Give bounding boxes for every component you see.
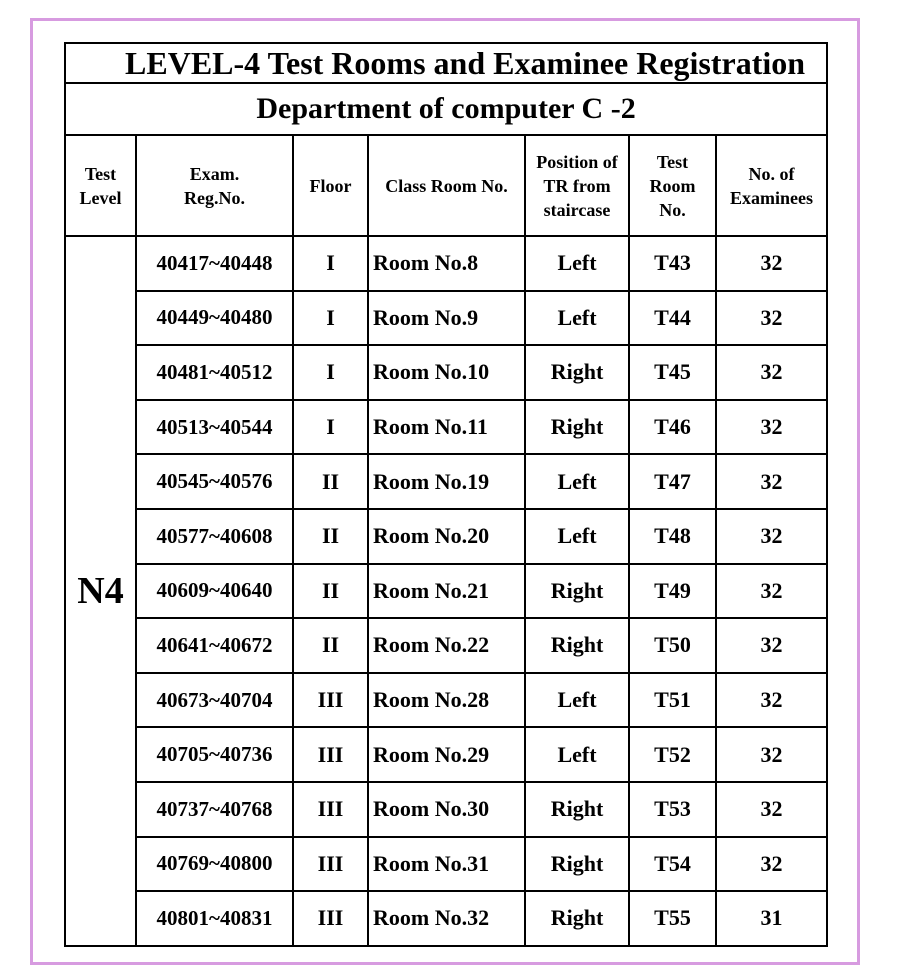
examinees-cell: 32 <box>716 454 827 509</box>
examinees-cell: 32 <box>716 564 827 619</box>
floor-cell: III <box>293 891 368 946</box>
class-room-cell: Room No.20 <box>368 509 525 564</box>
test-room-cell: T44 <box>629 291 716 346</box>
examinees-cell: 32 <box>716 291 827 346</box>
examinees-cell: 32 <box>716 727 827 782</box>
floor-cell: II <box>293 509 368 564</box>
test-level-cell: N4 <box>65 236 136 946</box>
test-room-cell: T55 <box>629 891 716 946</box>
class-room-cell: Room No.8 <box>368 236 525 291</box>
header-test-room: Test Room No. <box>629 135 716 236</box>
examinees-cell: 31 <box>716 891 827 946</box>
reg-no-cell: 40481~40512 <box>136 345 293 400</box>
header-examinees: No. of Examinees <box>716 135 827 236</box>
test-room-cell: T46 <box>629 400 716 455</box>
floor-cell: I <box>293 400 368 455</box>
test-room-cell: T43 <box>629 236 716 291</box>
reg-no-cell: 40577~40608 <box>136 509 293 564</box>
position-cell: Left <box>525 236 629 291</box>
table-row <box>65 891 827 946</box>
examinees-cell: 32 <box>716 345 827 400</box>
floor-cell: III <box>293 727 368 782</box>
header-test-level: Test Level <box>65 135 136 236</box>
test-room-cell: T52 <box>629 727 716 782</box>
examinees-cell: 32 <box>716 837 827 892</box>
table-row <box>65 400 827 455</box>
class-room-cell: Room No.9 <box>368 291 525 346</box>
header-floor: Floor <box>293 135 368 236</box>
reg-no-cell: 40801~40831 <box>136 891 293 946</box>
floor-cell: II <box>293 564 368 619</box>
position-cell: Left <box>525 509 629 564</box>
position-cell: Left <box>525 673 629 728</box>
table-row <box>65 673 827 728</box>
class-room-cell: Room No.31 <box>368 837 525 892</box>
table-row <box>65 564 827 619</box>
table-row <box>65 618 827 673</box>
examinees-cell: 32 <box>716 509 827 564</box>
reg-no-cell: 40449~40480 <box>136 291 293 346</box>
floor-cell: I <box>293 236 368 291</box>
class-room-cell: Room No.19 <box>368 454 525 509</box>
class-room-cell: Room No.28 <box>368 673 525 728</box>
reg-no-cell: 40769~40800 <box>136 837 293 892</box>
table-subtitle: Department of computer C -2 <box>65 83 827 135</box>
position-cell: Right <box>525 345 629 400</box>
position-cell: Left <box>525 291 629 346</box>
table-title: LEVEL-4 Test Rooms and Examinee Registration <box>65 43 827 83</box>
test-room-cell: T54 <box>629 837 716 892</box>
examinees-cell: 32 <box>716 782 827 837</box>
reg-no-cell: 40545~40576 <box>136 454 293 509</box>
test-room-cell: T47 <box>629 454 716 509</box>
examinees-cell: 32 <box>716 400 827 455</box>
table-row <box>65 236 827 291</box>
position-cell: Right <box>525 891 629 946</box>
header-reg-no: Exam. Reg.No. <box>136 135 293 236</box>
test-room-cell: T48 <box>629 509 716 564</box>
reg-no-cell: 40737~40768 <box>136 782 293 837</box>
test-room-cell: T50 <box>629 618 716 673</box>
position-cell: Right <box>525 782 629 837</box>
table-row <box>65 837 827 892</box>
position-cell: Right <box>525 400 629 455</box>
reg-no-cell: 40513~40544 <box>136 400 293 455</box>
reg-no-cell: 40673~40704 <box>136 673 293 728</box>
floor-cell: III <box>293 782 368 837</box>
reg-no-cell: 40417~40448 <box>136 236 293 291</box>
floor-cell: III <box>293 837 368 892</box>
test-room-cell: T45 <box>629 345 716 400</box>
table-row <box>65 509 827 564</box>
examinees-cell: 32 <box>716 673 827 728</box>
position-cell: Right <box>525 618 629 673</box>
floor-cell: II <box>293 618 368 673</box>
table-row <box>65 454 827 509</box>
header-class-room: Class Room No. <box>368 135 525 236</box>
position-cell: Right <box>525 837 629 892</box>
registration-table <box>64 42 828 947</box>
table-row <box>65 782 827 837</box>
class-room-cell: Room No.11 <box>368 400 525 455</box>
position-cell: Left <box>525 727 629 782</box>
class-room-cell: Room No.10 <box>368 345 525 400</box>
position-cell: Right <box>525 564 629 619</box>
reg-no-cell: 40705~40736 <box>136 727 293 782</box>
header-position: Position of TR from staircase <box>525 135 629 236</box>
test-room-cell: T53 <box>629 782 716 837</box>
position-cell: Left <box>525 454 629 509</box>
test-room-cell: T51 <box>629 673 716 728</box>
class-room-cell: Room No.22 <box>368 618 525 673</box>
floor-cell: I <box>293 291 368 346</box>
floor-cell: III <box>293 673 368 728</box>
class-room-cell: Room No.32 <box>368 891 525 946</box>
class-room-cell: Room No.30 <box>368 782 525 837</box>
reg-no-cell: 40609~40640 <box>136 564 293 619</box>
floor-cell: II <box>293 454 368 509</box>
table-row <box>65 727 827 782</box>
examinees-cell: 32 <box>716 618 827 673</box>
examinees-cell: 32 <box>716 236 827 291</box>
table-row <box>65 345 827 400</box>
reg-no-cell: 40641~40672 <box>136 618 293 673</box>
test-room-cell: T49 <box>629 564 716 619</box>
class-room-cell: Room No.21 <box>368 564 525 619</box>
table-row <box>65 291 827 346</box>
floor-cell: I <box>293 345 368 400</box>
class-room-cell: Room No.29 <box>368 727 525 782</box>
